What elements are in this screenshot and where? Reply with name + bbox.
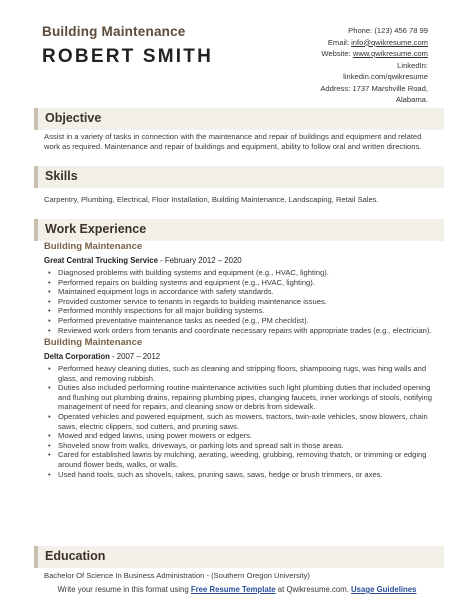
- education-heading: Education: [45, 549, 106, 563]
- footer-prefix: Write your resume in this format using: [57, 585, 191, 594]
- usage-guidelines-link[interactable]: Usage Guidelines: [351, 585, 417, 594]
- job-role: Building Maintenance: [44, 337, 143, 348]
- list-item: • Mowed and edged lawns, using power mowers or edgers.: [44, 431, 436, 441]
- address-label: Address:: [320, 83, 351, 93]
- job-company: Great Central Trucking Service: [44, 256, 158, 265]
- experience-heading: Work Experience: [45, 222, 147, 236]
- list-item: • Performed repairs on building systems and equipment (e.g., HVAC, lighting).: [44, 278, 436, 288]
- list-item: • Maintained equipment logs in accordance with safety standards.: [44, 287, 436, 297]
- contact-block: [218, 25, 428, 106]
- contact-website: [218, 48, 428, 60]
- list-item: • Performed heavy cleaning duties, such as cleaning and stripping floors, shampooing rugs, was hing walls and glass, and removing rubbish.: [44, 364, 436, 383]
- skills-heading-bar: [34, 166, 444, 188]
- job-duties-list: [44, 268, 436, 335]
- objective-text: Assist in a variety of tasks in connection with the maintenance and repair of buildings and equipment and related work as required. Maintenance and repair of buildings and equipment, ability to follow oral and written directions.: [44, 132, 422, 151]
- skills-heading: Skills: [45, 169, 78, 183]
- website-label: Website:: [321, 49, 351, 58]
- contact-linkedin-label: LinkedIn:: [397, 60, 428, 70]
- contact-linkedin-value[interactable]: linkedin.com/qwikresume: [343, 72, 428, 81]
- list-item: • Performed preventative maintenance tasks as needed (e.g., PM checklist).: [44, 316, 436, 326]
- education-text: Bachelor Of Science In Business Administration - (Southern Oregon University): [44, 571, 310, 580]
- job-dates: - February 2012 – 2020: [157, 256, 242, 265]
- list-item: • Duties also included performing routine maintenance activities such light plumbing duties that included opening and flushing out plumbing drains, repairing plumbing pipes, changing faucets, inner workings of stools, notifying management of need for repairs, and cleaning snow or debris from sidewalk.: [44, 383, 436, 412]
- contact-address: [218, 83, 428, 95]
- contact-address-line2: Alabama.: [395, 95, 428, 104]
- objective-heading: Objective: [45, 111, 102, 125]
- job-duties-list: [44, 364, 436, 479]
- job-company-line: [44, 256, 242, 265]
- contact-phone: [218, 25, 428, 37]
- email-label: Email:: [327, 37, 349, 47]
- list-item: • Performed monthly inspections for all major building systems.: [44, 306, 436, 316]
- job-dates: - 2007 – 2012: [109, 352, 161, 361]
- objective-heading-bar: [34, 108, 444, 130]
- list-item: • Provided customer service to tenants in regards to building maintenance issues.: [44, 297, 436, 307]
- skills-text: Carpentry, Plumbing, Electrical, Floor Installation, Building Maintenance, Landscaping, Retail Sales.: [44, 195, 379, 204]
- website-link[interactable]: www.qwikresume.com: [352, 49, 428, 58]
- list-item: • Used hand tools, such as shovels, rakes, pruning saws, saws, hedge or brush trimmers, or axes.: [44, 470, 436, 480]
- list-item: • Diagnosed problems with building systems and equipment (e.g., HVAC, lighting).: [44, 268, 436, 278]
- list-item: • Reviewed work orders from tenants and coordinate necessary repairs with appropriate trades (e.g., electrician).: [44, 326, 436, 336]
- email-link[interactable]: info@qwikresume.com: [351, 37, 428, 47]
- contact-email: [218, 37, 428, 49]
- job-company: Delta Corporation: [44, 352, 110, 361]
- list-item: • Operated vehicles and powered equipment, such as mowers, tractors, twin-axle vehicles, snow blowers, chain saws, electric clippers, sod cutters, and pruning saws.: [44, 412, 436, 431]
- candidate-name: ROBERT SMITH: [42, 46, 214, 67]
- footer-middle: at Qwikresume.com.: [275, 585, 352, 594]
- experience-heading-bar: [34, 219, 444, 241]
- education-heading-bar: [34, 546, 444, 568]
- resume-header: [0, 0, 474, 110]
- phone-label: Phone:: [348, 26, 373, 35]
- phone-value: (123) 456 78 99: [374, 26, 428, 35]
- job-role: Building Maintenance: [44, 241, 143, 252]
- list-item: • Shoveled snow from walks, driveways, or parking lots and spread salt in those areas.: [44, 441, 436, 451]
- job-company-line: [44, 352, 160, 361]
- address-line1: 1737 Marshville Road,: [352, 83, 428, 93]
- footer-note: [0, 585, 474, 595]
- list-item: • Cared for established lawns by mulching, aerating, weeding, grubbing, removing thatch, or trimming or edging around flower beds, walks, or walls.: [44, 450, 436, 469]
- job-title: Building Maintenance: [42, 24, 186, 39]
- free-resume-template-link[interactable]: Free Resume Template: [190, 585, 276, 594]
